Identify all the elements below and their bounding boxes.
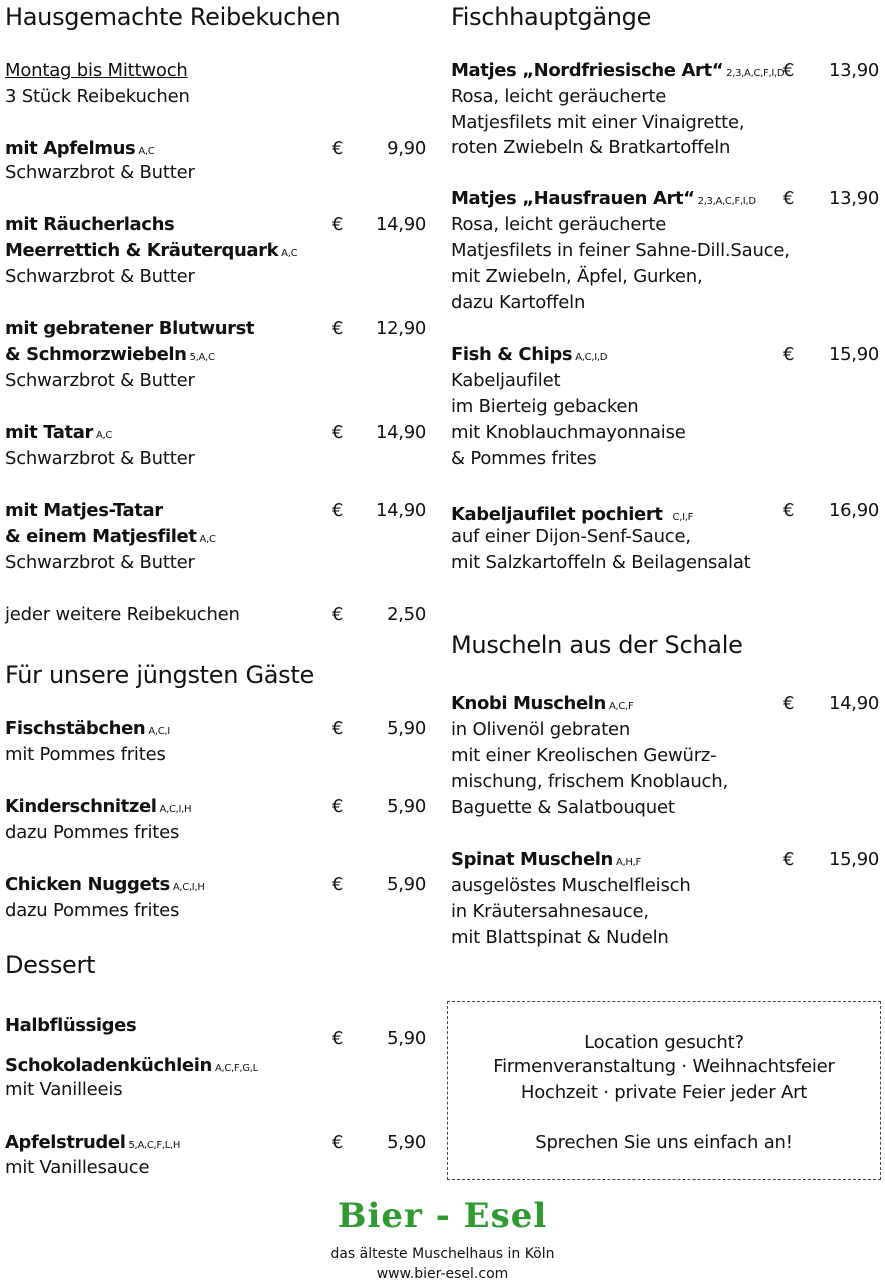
- fish-item-desc: auf einer Dijon-Senf-Sauce,: [451, 526, 691, 547]
- euro-sign: €: [783, 500, 795, 521]
- menu-item-name-2: & einem Matjesfilet A,C: [5, 526, 216, 547]
- fish-item-desc: Kabeljaufilet: [451, 370, 561, 391]
- location-info-box: [447, 1001, 881, 1180]
- allergen-codes: A,H,F: [615, 857, 641, 868]
- menu-item-name: mit Matjes-Tatar: [5, 500, 163, 521]
- menu-item-price: 14,90: [375, 500, 426, 521]
- fish-item-price: 16,90: [828, 500, 879, 521]
- extra-item-price: 2,50: [387, 604, 426, 625]
- kids-item-desc: mit Pommes frites: [5, 744, 166, 765]
- menu-item-price: 14,90: [375, 214, 426, 235]
- fish-item-desc: Rosa, leicht geräucherte: [451, 86, 667, 107]
- kids-item-name: Kinderschnitzel A,C,I,H: [5, 796, 192, 817]
- mussel-item-desc: ausgelöstes Muschelfleisch: [451, 875, 691, 896]
- section-title-fish: Fischhauptgänge: [451, 3, 652, 31]
- allergen-codes: A,C: [281, 248, 298, 259]
- allergen-codes: A,C,F: [608, 701, 634, 712]
- fish-item-desc: & Pommes frites: [451, 448, 597, 469]
- fish-item-price: 13,90: [828, 60, 879, 81]
- euro-sign: €: [332, 874, 344, 895]
- dessert-item-name: Apfelstrudel 5,A,C,F,L,H: [5, 1132, 181, 1153]
- mussel-item-desc: Baguette & Salatbouquet: [451, 797, 675, 818]
- dessert-item-price: 5,90: [387, 1028, 426, 1049]
- allergen-codes: A,C: [199, 534, 216, 545]
- euro-sign: €: [332, 500, 344, 521]
- menu-item-name: mit gebratener Blutwurst: [5, 318, 255, 339]
- dessert-item-name-2: Schokoladenküchlein A,C,F,G,L: [5, 1055, 258, 1076]
- tagline: das älteste Muschelhaus in Köln: [330, 1246, 555, 1262]
- fish-item-price: 15,90: [828, 344, 879, 365]
- fish-item-desc: Rosa, leicht geräucherte: [451, 214, 667, 235]
- allergen-codes: 2,3,A,C,F,I,D: [726, 68, 785, 79]
- euro-sign: €: [783, 693, 795, 714]
- euro-sign: €: [783, 344, 795, 365]
- brand-logo: Bier - Esel: [337, 1196, 548, 1236]
- mussel-item-desc: mit einer Kreolischen Gewürz-: [451, 745, 717, 766]
- fish-item-desc: mit Zwiebeln, Äpfel, Gurken,: [451, 266, 703, 287]
- menu-item-desc: Schwarzbrot & Butter: [5, 448, 195, 469]
- menu-item-price: 14,90: [375, 422, 426, 443]
- fish-item-desc: mit Salzkartoffeln & Beilagensalat: [451, 552, 751, 573]
- allergen-codes: 5,A,C: [189, 352, 215, 363]
- mussel-item-desc: mischung, frischem Knoblauch,: [451, 771, 728, 792]
- kids-item-price: 5,90: [387, 874, 426, 895]
- euro-sign: €: [332, 796, 344, 817]
- allergen-codes: A,C,I,D: [575, 352, 608, 363]
- menu-item-desc: Schwarzbrot & Butter: [5, 552, 195, 573]
- fish-item-desc: roten Zwiebeln & Bratkartoffeln: [451, 137, 731, 158]
- section-title-mussels: Muscheln aus der Schale: [451, 631, 743, 659]
- fish-item-desc: dazu Kartoffeln: [451, 292, 586, 313]
- allergen-codes: A,C,F,G,L: [214, 1063, 258, 1074]
- euro-sign: €: [332, 604, 344, 625]
- dessert-item-desc: mit Vanilleeis: [5, 1079, 123, 1100]
- menu-item-price: 12,90: [375, 318, 426, 339]
- mussel-item-name: Knobi Muscheln A,C,F: [451, 693, 634, 714]
- fish-item-desc: mit Knoblauchmayonnaise: [451, 422, 686, 443]
- allergen-codes: A,C,I,H: [172, 882, 205, 893]
- fish-item-name: Fish & Chips A,C,I,D: [451, 344, 608, 365]
- fish-item-desc: Matjesfilets mit einer Vinaigrette,: [451, 112, 745, 133]
- fish-item-price: 13,90: [828, 188, 879, 209]
- euro-sign: €: [332, 138, 344, 159]
- menu-item-name-2: & Schmorzwiebeln 5,A,C: [5, 344, 215, 365]
- info-line: Firmenveranstaltung · Weihnachtsfeier: [493, 1056, 835, 1077]
- mussel-item-price: 15,90: [828, 849, 879, 870]
- info-call-to-action: Sprechen Sie uns einfach an!: [535, 1132, 793, 1153]
- fish-item-name: Matjes „Nordfriesische Art“ 2,3,A,C,F,I,D: [451, 60, 785, 81]
- allergen-codes: A,C: [138, 146, 155, 157]
- info-line: Hochzeit · private Feier jeder Art: [520, 1082, 808, 1103]
- allergen-codes: 2,3,A,C,F,I,D: [697, 196, 756, 207]
- euro-sign: €: [332, 422, 344, 443]
- three-pieces-label: 3 Stück Reibekuchen: [5, 86, 190, 107]
- days-label: Montag bis Mittwoch: [5, 60, 188, 81]
- fish-item-desc: im Bierteig gebacken: [451, 396, 639, 417]
- menu-item-desc: Schwarzbrot & Butter: [5, 370, 195, 391]
- kids-item-desc: dazu Pommes frites: [5, 822, 180, 843]
- mussel-item-name: Spinat Muscheln A,H,F: [451, 849, 641, 870]
- menu-item-price: 9,90: [387, 138, 426, 159]
- menu-item-name: mit Tatar A,C: [5, 422, 113, 443]
- euro-sign: €: [332, 1132, 344, 1153]
- kids-item-desc: dazu Pommes frites: [5, 900, 180, 921]
- section-title-reibekuchen: Hausgemachte Reibekuchen: [5, 3, 341, 31]
- euro-sign: €: [332, 718, 344, 739]
- section-title-kids: Für unsere jüngsten Gäste: [5, 661, 314, 689]
- dessert-item-name: Halbflüssiges: [5, 1015, 137, 1036]
- dessert-item-price: 5,90: [387, 1132, 426, 1153]
- euro-sign: €: [783, 849, 795, 870]
- menu-item-desc: Schwarzbrot & Butter: [5, 162, 195, 183]
- mussel-item-desc: in Kräutersahnesauce,: [451, 901, 649, 922]
- allergen-codes: A,C,I: [148, 726, 170, 737]
- dessert-item-desc: mit Vanillesauce: [5, 1157, 150, 1178]
- euro-sign: €: [332, 1028, 344, 1049]
- mussel-item-price: 14,90: [828, 693, 879, 714]
- info-headline: Location gesucht?: [584, 1032, 744, 1053]
- section-title-dessert: Dessert: [5, 951, 96, 979]
- mussel-item-desc: mit Blattspinat & Nudeln: [451, 927, 669, 948]
- kids-item-name: Chicken Nuggets A,C,I,H: [5, 874, 205, 895]
- allergen-codes: 5,A,C,F,L,H: [128, 1140, 181, 1151]
- euro-sign: €: [783, 60, 795, 81]
- allergen-codes: C,I,F: [672, 512, 694, 523]
- mussel-item-desc: in Olivenöl gebraten: [451, 719, 631, 740]
- euro-sign: €: [332, 318, 344, 339]
- menu-item-name-2: Meerrettich & Kräuterquark A,C: [5, 240, 298, 261]
- menu-item-name: mit Apfelmus A,C: [5, 138, 155, 159]
- fish-item-desc: Matjesfilets in feiner Sahne-Dill.Sauce,: [451, 240, 790, 261]
- menu-item-desc: Schwarzbrot & Butter: [5, 266, 195, 287]
- menu-item-name: mit Räucherlachs: [5, 214, 175, 235]
- kids-item-price: 5,90: [387, 796, 426, 817]
- extra-item-label: jeder weitere Reibekuchen: [5, 604, 240, 625]
- fish-item-name: Kabeljaufilet pochiert C,I,F: [451, 504, 694, 525]
- allergen-codes: A,C: [95, 430, 113, 441]
- allergen-codes: A,C,I,H: [159, 804, 192, 815]
- euro-sign: €: [783, 188, 795, 209]
- website-link[interactable]: www.bier-esel.com: [376, 1266, 509, 1282]
- kids-item-name: Fischstäbchen A,C,I: [5, 718, 170, 739]
- kids-item-price: 5,90: [387, 718, 426, 739]
- euro-sign: €: [332, 214, 344, 235]
- fish-item-name: Matjes „Hausfrauen Art“ 2,3,A,C,F,I,D: [451, 188, 756, 209]
